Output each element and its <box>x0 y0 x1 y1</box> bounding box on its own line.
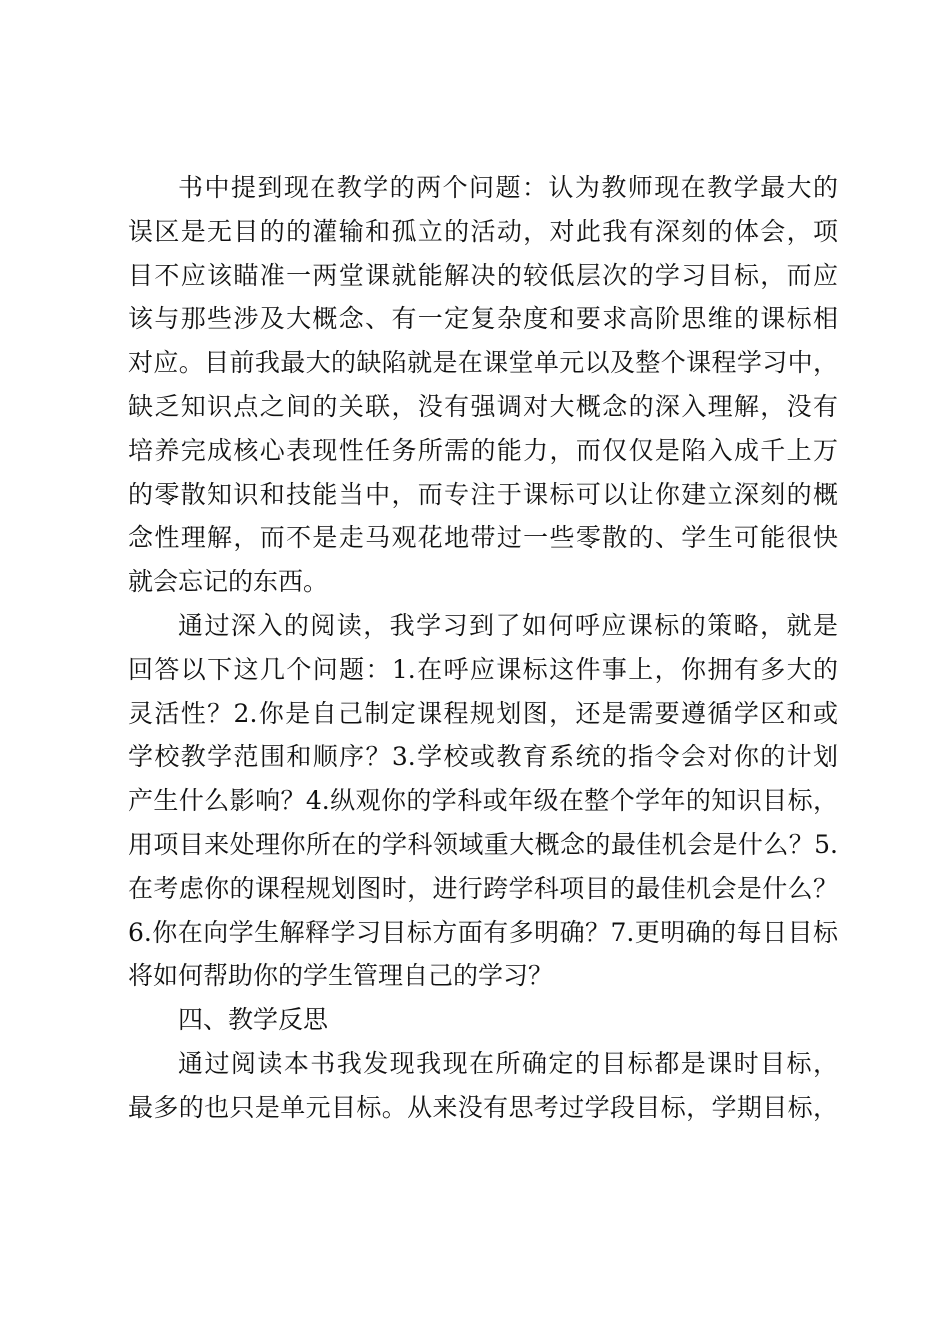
section-heading-text: 四、教学反思 <box>178 1005 329 1035</box>
paragraph-line: 学校教学范围和顺序？3.学校或教育系统的指令会对你的计划 <box>128 742 838 772</box>
paragraph-line: 缺乏知识点之间的关联，没有强调对大概念的深入理解，没有 <box>128 391 838 421</box>
paragraph-line: 通过阅读本书我发现我现在所确定的目标都是课时目标， <box>178 1048 838 1078</box>
document-body <box>128 166 838 1130</box>
paragraph-line: 书中提到现在教学的两个问题：认为教师现在教学最大的 <box>178 173 838 202</box>
paragraph-line: 回答以下这几个问题：1.在呼应课标这件事上，你拥有多大的 <box>128 654 838 684</box>
paragraph-line: 产生什么影响？4.纵观你的学科或年级在整个学年的知识目标， <box>128 786 838 816</box>
paragraph-line: 灵活性？2.你是自己制定课程规划图，还是需要遵循学区和或 <box>128 698 838 728</box>
paragraph-line: 用项目来处理你所在的学科领域重大概念的最佳机会是什么？5. <box>128 829 838 859</box>
paragraph-course-standards-problems <box>128 166 838 604</box>
paragraph-line: 的零散知识和技能当中，而专注于课标可以让你建立深刻的概 <box>128 479 838 509</box>
paragraph-line: 就会忘记的东西。 <box>128 567 329 597</box>
paragraph-teaching-reflection <box>128 1042 838 1130</box>
paragraph-line: 将如何帮助你的学生管理自己的学习？ <box>128 961 554 991</box>
paragraph-line: 培养完成核心表现性任务所需的能力，而仅仅是陷入成千上万 <box>128 435 838 465</box>
paragraph-line: 通过深入的阅读，我学习到了如何呼应课标的策略，就是 <box>178 610 838 640</box>
paragraph-standards-strategy-questions <box>128 604 838 998</box>
section-heading <box>128 998 838 1042</box>
paragraph-line: 对应。目前我最大的缺陷就是在课堂单元以及整个课程学习中， <box>128 348 838 378</box>
paragraph-line: 6.你在向学生解释学习目标方面有多明确？7.更明确的每日目标 <box>128 917 838 947</box>
paragraph-line: 在考虑你的课程规划图时，进行跨学科项目的最佳机会是什么？ <box>128 873 838 903</box>
paragraph-line: 目不应该瞄准一两堂课就能解决的较低层次的学习目标，而应 <box>128 260 838 290</box>
paragraph-line: 误区是无目的的灌输和孤立的活动，对此我有深刻的体会，项 <box>128 216 838 246</box>
paragraph-line: 最多的也只是单元目标。从来没有思考过学段目标，学期目标， <box>128 1092 838 1122</box>
paragraph-line: 念性理解，而不是走马观花地带过一些零散的、学生可能很快 <box>128 523 838 553</box>
paragraph-line: 该与那些涉及大概念、有一定复杂度和要求高阶思维的课标相 <box>128 304 838 334</box>
